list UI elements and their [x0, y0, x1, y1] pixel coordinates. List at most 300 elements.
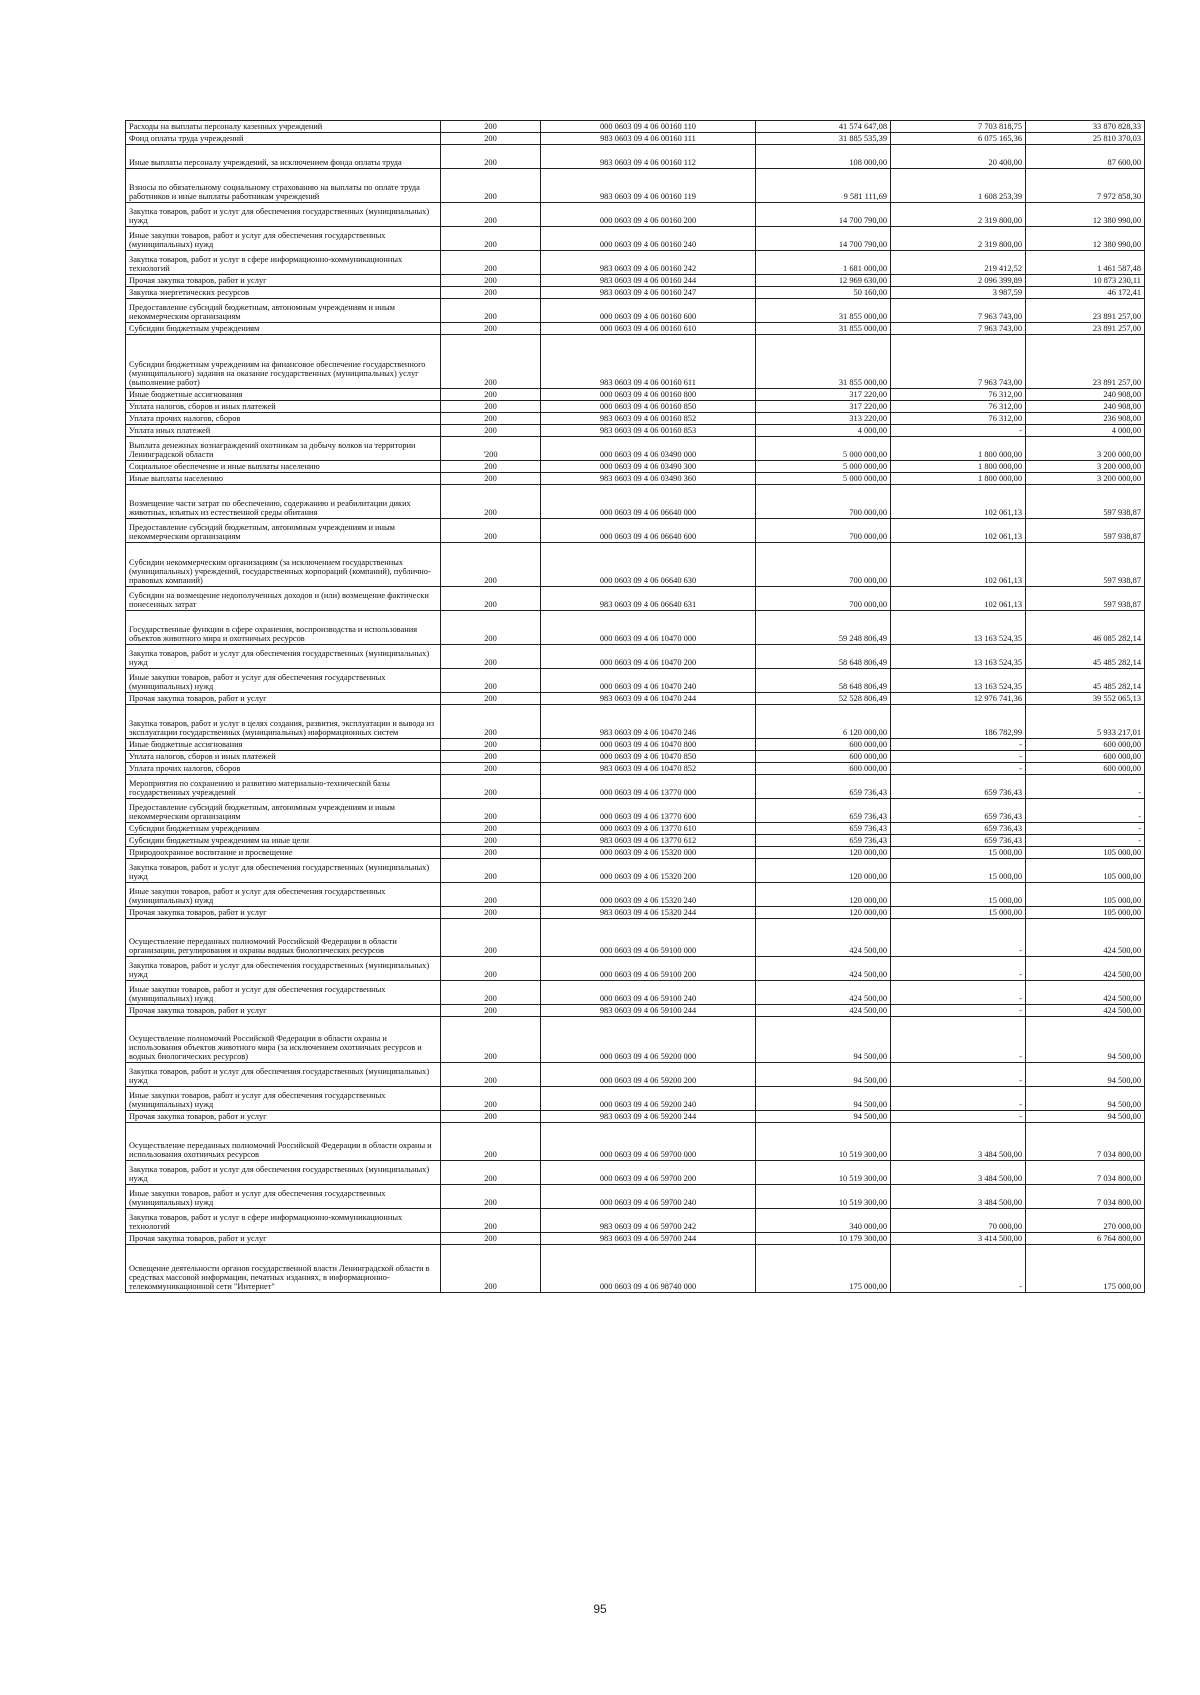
row-executed-amount: 20 400,00	[891, 145, 1026, 169]
row-line-code: 200	[441, 823, 541, 835]
table-row	[126, 519, 1145, 543]
row-executed-amount: 7 963 743,00	[891, 323, 1026, 335]
table-row	[126, 335, 1145, 389]
row-executed-amount: -	[891, 751, 1026, 763]
row-line-code: 200	[441, 485, 541, 519]
row-name: Иные закупки товаров, работ и услуг для обеспечения государственных (муниципальных) нужд	[126, 883, 441, 907]
row-remaining-amount: 175 000,00	[1026, 1245, 1145, 1293]
row-line-code: '200	[441, 437, 541, 461]
table-row	[126, 1161, 1145, 1185]
row-line-code: 200	[441, 425, 541, 437]
row-remaining-amount: 600 000,00	[1026, 751, 1145, 763]
row-executed-amount: -	[891, 1087, 1026, 1111]
row-classification-code: 000 0603 09 4 06 10470 200	[541, 645, 756, 669]
row-line-code: 200	[441, 1161, 541, 1185]
row-approved-amount: 4 000,00	[756, 425, 891, 437]
row-classification-code: 983 0603 09 4 06 00160 111	[541, 133, 756, 145]
row-name: Закупка товаров, работ и услуг в целях создания, развития, эксплуатации и вывода из эксплуатации государственных (муниципальных) информационных систем	[126, 705, 441, 739]
table-row	[126, 251, 1145, 275]
row-line-code: 200	[441, 919, 541, 957]
table-row	[126, 751, 1145, 763]
row-executed-amount: 219 412,52	[891, 251, 1026, 275]
row-name: Закупка товаров, работ и услуг для обеспечения государственных (муниципальных) нужд	[126, 645, 441, 669]
row-approved-amount: 700 000,00	[756, 519, 891, 543]
row-line-code: 200	[441, 1111, 541, 1123]
row-name: Иные выплаты персоналу учреждений, за исключением фонда оплаты труда	[126, 145, 441, 169]
row-name: Прочая закупка товаров, работ и услуг	[126, 1005, 441, 1017]
row-executed-amount: 3 484 500,00	[891, 1185, 1026, 1209]
row-classification-code: 983 0603 09 4 06 59100 244	[541, 1005, 756, 1017]
row-executed-amount: 15 000,00	[891, 907, 1026, 919]
row-name: Закупка товаров, работ и услуг в сфере информационно-коммуникационных технологий	[126, 251, 441, 275]
row-classification-code: 000 0603 09 4 06 15320 200	[541, 859, 756, 883]
row-approved-amount: 41 574 647,08	[756, 121, 891, 133]
row-executed-amount: -	[891, 425, 1026, 437]
row-remaining-amount: 23 891 257,00	[1026, 299, 1145, 323]
row-line-code: 200	[441, 1209, 541, 1233]
row-executed-amount: 1 800 000,00	[891, 461, 1026, 473]
row-executed-amount: 15 000,00	[891, 859, 1026, 883]
row-remaining-amount: 7 034 800,00	[1026, 1123, 1145, 1161]
row-executed-amount: 102 061,13	[891, 519, 1026, 543]
row-classification-code: 000 0603 09 4 06 00160 800	[541, 389, 756, 401]
row-classification-code: 000 0603 09 4 06 06640 000	[541, 485, 756, 519]
row-approved-amount: 10 179 300,00	[756, 1233, 891, 1245]
table-row	[126, 133, 1145, 145]
row-approved-amount: 424 500,00	[756, 919, 891, 957]
row-remaining-amount: 600 000,00	[1026, 739, 1145, 751]
row-line-code: 200	[441, 693, 541, 705]
row-executed-amount: -	[891, 957, 1026, 981]
table-row	[126, 587, 1145, 611]
row-remaining-amount: 270 000,00	[1026, 1209, 1145, 1233]
table-row	[126, 823, 1145, 835]
row-remaining-amount: 105 000,00	[1026, 907, 1145, 919]
row-name: Иные бюджетные ассигнования	[126, 739, 441, 751]
row-approved-amount: 5 000 000,00	[756, 437, 891, 461]
row-approved-amount: 317 220,00	[756, 401, 891, 413]
row-remaining-amount: 94 500,00	[1026, 1111, 1145, 1123]
row-classification-code: 000 0603 09 4 06 00160 240	[541, 227, 756, 251]
row-approved-amount: 700 000,00	[756, 587, 891, 611]
row-name: Возмещение части затрат по обеспечению, содержанию и реабилитации диких животных, изъятых из естественной среды обитания	[126, 485, 441, 519]
row-approved-amount: 94 500,00	[756, 1111, 891, 1123]
table-row	[126, 919, 1145, 957]
table-row	[126, 739, 1145, 751]
row-remaining-amount: 424 500,00	[1026, 981, 1145, 1005]
row-executed-amount: 76 312,00	[891, 401, 1026, 413]
row-name: Субсидии бюджетным учреждениям на иные цели	[126, 835, 441, 847]
row-classification-code: 000 0603 09 4 06 59100 240	[541, 981, 756, 1005]
row-classification-code: 000 0603 09 4 06 00160 200	[541, 203, 756, 227]
table-row	[126, 835, 1145, 847]
row-name: Прочая закупка товаров, работ и услуг	[126, 693, 441, 705]
row-classification-code: 000 0603 09 4 06 00160 600	[541, 299, 756, 323]
row-remaining-amount: 240 908,00	[1026, 401, 1145, 413]
row-remaining-amount: 7 034 800,00	[1026, 1185, 1145, 1209]
row-classification-code: 000 0603 09 4 06 13770 000	[541, 775, 756, 799]
row-remaining-amount: 4 000,00	[1026, 425, 1145, 437]
row-line-code: 200	[441, 473, 541, 485]
row-line-code: 200	[441, 981, 541, 1005]
row-name: Выплата денежных вознаграждений охотникам за добычу волков на территории Ленинградской области	[126, 437, 441, 461]
row-remaining-amount: -	[1026, 835, 1145, 847]
row-remaining-amount: 600 000,00	[1026, 763, 1145, 775]
row-approved-amount: 10 519 300,00	[756, 1123, 891, 1161]
row-remaining-amount: 12 380 990,00	[1026, 227, 1145, 251]
row-approved-amount: 120 000,00	[756, 883, 891, 907]
row-line-code: 200	[441, 145, 541, 169]
row-classification-code: 000 0603 09 4 06 00160 110	[541, 121, 756, 133]
row-line-code: 200	[441, 669, 541, 693]
row-line-code: 200	[441, 1017, 541, 1063]
row-remaining-amount: 45 485 282,14	[1026, 669, 1145, 693]
row-name: Уплата иных платежей	[126, 425, 441, 437]
row-classification-code: 000 0603 09 4 06 10470 240	[541, 669, 756, 693]
table-row	[126, 799, 1145, 823]
row-line-code: 200	[441, 133, 541, 145]
row-approved-amount: 108 000,00	[756, 145, 891, 169]
row-approved-amount: 58 648 806,49	[756, 645, 891, 669]
row-classification-code: 000 0603 09 4 06 00160 610	[541, 323, 756, 335]
row-executed-amount: 659 736,43	[891, 799, 1026, 823]
row-name: Иные закупки товаров, работ и услуг для обеспечения государственных (муниципальных) нужд	[126, 1185, 441, 1209]
table-row	[126, 1005, 1145, 1017]
row-remaining-amount: 23 891 257,00	[1026, 335, 1145, 389]
row-remaining-amount: 39 552 065,13	[1026, 693, 1145, 705]
row-remaining-amount: 105 000,00	[1026, 883, 1145, 907]
row-line-code: 200	[441, 587, 541, 611]
table-row	[126, 1063, 1145, 1087]
row-remaining-amount: 424 500,00	[1026, 919, 1145, 957]
row-name: Закупка товаров, работ и услуг для обеспечения государственных (муниципальных) нужд	[126, 957, 441, 981]
row-executed-amount: 76 312,00	[891, 413, 1026, 425]
row-remaining-amount: 105 000,00	[1026, 847, 1145, 859]
row-approved-amount: 31 885 535,39	[756, 133, 891, 145]
row-name: Иные закупки товаров, работ и услуг для обеспечения государственных (муниципальных) нужд	[126, 1087, 441, 1111]
row-remaining-amount: 10 873 230,11	[1026, 275, 1145, 287]
row-name: Осуществление переданных полномочий Российской Федерации в области охраны и использования охотничьих ресурсов	[126, 1123, 441, 1161]
table-row	[126, 693, 1145, 705]
budget-execution-table	[125, 120, 1145, 1293]
row-remaining-amount: 3 200 000,00	[1026, 473, 1145, 485]
row-remaining-amount: 87 600,00	[1026, 145, 1145, 169]
row-executed-amount: 13 163 524,35	[891, 611, 1026, 645]
row-classification-code: 000 0603 09 4 06 13770 610	[541, 823, 756, 835]
row-approved-amount: 659 736,43	[756, 835, 891, 847]
row-line-code: 200	[441, 275, 541, 287]
row-executed-amount: 102 061,13	[891, 587, 1026, 611]
row-classification-code: 983 0603 09 4 06 10470 852	[541, 763, 756, 775]
row-line-code: 200	[441, 799, 541, 823]
row-executed-amount: 659 736,43	[891, 775, 1026, 799]
row-approved-amount: 9 581 111,69	[756, 169, 891, 203]
row-remaining-amount: 3 200 000,00	[1026, 437, 1145, 461]
row-line-code: 200	[441, 323, 541, 335]
table-row	[126, 775, 1145, 799]
row-remaining-amount: 94 500,00	[1026, 1017, 1145, 1063]
row-line-code: 200	[441, 751, 541, 763]
row-classification-code: 983 0603 09 4 06 10470 244	[541, 693, 756, 705]
row-executed-amount: 102 061,13	[891, 543, 1026, 587]
row-approved-amount: 58 648 806,49	[756, 669, 891, 693]
table-row	[126, 323, 1145, 335]
row-executed-amount: 2 319 800,00	[891, 203, 1026, 227]
row-remaining-amount: 424 500,00	[1026, 957, 1145, 981]
row-remaining-amount: 6 764 800,00	[1026, 1233, 1145, 1245]
row-executed-amount: -	[891, 981, 1026, 1005]
row-approved-amount: 59 248 806,49	[756, 611, 891, 645]
table-row	[126, 1123, 1145, 1161]
row-name: Предоставление субсидий бюджетным, автономным учреждениям и иным некоммерческим организациям	[126, 799, 441, 823]
row-executed-amount: 1 800 000,00	[891, 437, 1026, 461]
row-classification-code: 000 0603 09 4 06 03490 000	[541, 437, 756, 461]
row-name: Иные бюджетные ассигнования	[126, 389, 441, 401]
row-approved-amount: 6 120 000,00	[756, 705, 891, 739]
row-approved-amount: 14 700 790,00	[756, 227, 891, 251]
table-row	[126, 669, 1145, 693]
row-executed-amount: 102 061,13	[891, 485, 1026, 519]
row-remaining-amount: 236 908,00	[1026, 413, 1145, 425]
row-executed-amount: 7 963 743,00	[891, 335, 1026, 389]
row-remaining-amount: 597 938,87	[1026, 485, 1145, 519]
row-classification-code: 983 0603 09 4 06 00160 247	[541, 287, 756, 299]
row-name: Закупка товаров, работ и услуг в сфере информационно-коммуникационных технологий	[126, 1209, 441, 1233]
row-approved-amount: 700 000,00	[756, 543, 891, 587]
row-executed-amount: 2 319 800,00	[891, 227, 1026, 251]
row-name: Фонд оплаты труда учреждений	[126, 133, 441, 145]
row-classification-code: 983 0603 09 4 06 00160 852	[541, 413, 756, 425]
row-classification-code: 000 0603 09 4 06 59200 240	[541, 1087, 756, 1111]
row-line-code: 200	[441, 299, 541, 323]
row-classification-code: 000 0603 09 4 06 59100 000	[541, 919, 756, 957]
row-line-code: 200	[441, 1087, 541, 1111]
row-line-code: 200	[441, 1185, 541, 1209]
row-remaining-amount: 240 908,00	[1026, 389, 1145, 401]
row-name: Освещение деятельности органов государственной власти Ленинградской области в средствах массовой информации, печатных изданиях, в информационно-телекоммуникационной сети "Интернет"	[126, 1245, 441, 1293]
table-row	[126, 401, 1145, 413]
row-approved-amount: 10 519 300,00	[756, 1185, 891, 1209]
table-row	[126, 389, 1145, 401]
row-name: Закупка товаров, работ и услуг для обеспечения государственных (муниципальных) нужд	[126, 859, 441, 883]
row-line-code: 200	[441, 705, 541, 739]
row-executed-amount: 15 000,00	[891, 847, 1026, 859]
row-remaining-amount: 7 034 800,00	[1026, 1161, 1145, 1185]
row-remaining-amount: 597 938,87	[1026, 587, 1145, 611]
row-executed-amount: 3 484 500,00	[891, 1123, 1026, 1161]
row-name: Мероприятия по сохранению и развитию материально-технической базы государственных учреждений	[126, 775, 441, 799]
row-name: Закупка энергетических ресурсов	[126, 287, 441, 299]
row-remaining-amount: 94 500,00	[1026, 1063, 1145, 1087]
row-classification-code: 983 0603 09 4 06 00160 119	[541, 169, 756, 203]
row-name: Прочая закупка товаров, работ и услуг	[126, 1233, 441, 1245]
row-classification-code: 000 0603 09 4 06 13770 600	[541, 799, 756, 823]
row-line-code: 200	[441, 611, 541, 645]
row-line-code: 200	[441, 543, 541, 587]
page-number: 95	[593, 1602, 607, 1616]
row-remaining-amount: 23 891 257,00	[1026, 323, 1145, 335]
row-line-code: 200	[441, 413, 541, 425]
table-row	[126, 145, 1145, 169]
row-executed-amount: -	[891, 1111, 1026, 1123]
table-row	[126, 763, 1145, 775]
table-row	[126, 1233, 1145, 1245]
row-executed-amount: 76 312,00	[891, 389, 1026, 401]
row-approved-amount: 94 500,00	[756, 1063, 891, 1087]
row-approved-amount: 424 500,00	[756, 1005, 891, 1017]
row-approved-amount: 600 000,00	[756, 763, 891, 775]
row-executed-amount: 1 800 000,00	[891, 473, 1026, 485]
row-approved-amount: 5 000 000,00	[756, 473, 891, 485]
row-remaining-amount: 33 870 828,33	[1026, 121, 1145, 133]
row-line-code: 200	[441, 203, 541, 227]
row-line-code: 200	[441, 1123, 541, 1161]
row-name: Иные закупки товаров, работ и услуг для обеспечения государственных (муниципальных) нужд	[126, 981, 441, 1005]
row-classification-code: 983 0603 09 4 06 10470 246	[541, 705, 756, 739]
row-classification-code: 000 0603 09 4 06 06640 630	[541, 543, 756, 587]
row-classification-code: 983 0603 09 4 06 03490 360	[541, 473, 756, 485]
row-remaining-amount: -	[1026, 775, 1145, 799]
row-executed-amount: -	[891, 919, 1026, 957]
table-row	[126, 981, 1145, 1005]
row-executed-amount: -	[891, 1017, 1026, 1063]
row-name: Иные закупки товаров, работ и услуг для обеспечения государственных (муниципальных) нужд	[126, 227, 441, 251]
row-executed-amount: 659 736,43	[891, 835, 1026, 847]
row-approved-amount: 52 528 806,49	[756, 693, 891, 705]
row-classification-code: 983 0603 09 4 06 00160 242	[541, 251, 756, 275]
row-approved-amount: 120 000,00	[756, 847, 891, 859]
row-line-code: 200	[441, 859, 541, 883]
row-classification-code: 983 0603 09 4 06 00160 611	[541, 335, 756, 389]
table-body	[126, 121, 1145, 1293]
row-name: Субсидии на возмещение недополученных доходов и (или) возмещение фактически понесенных затрат	[126, 587, 441, 611]
row-name: Закупка товаров, работ и услуг для обеспечения государственных (муниципальных) нужд	[126, 1161, 441, 1185]
row-name: Субсидии бюджетным учреждениям	[126, 323, 441, 335]
row-name: Предоставление субсидий бюджетным, автономным учреждениям и иным некоммерческим организациям	[126, 299, 441, 323]
table-row	[126, 705, 1145, 739]
row-approved-amount: 313 220,00	[756, 413, 891, 425]
row-executed-amount: 7 703 818,75	[891, 121, 1026, 133]
row-classification-code: 000 0603 09 4 06 59700 000	[541, 1123, 756, 1161]
row-remaining-amount: 1 461 587,48	[1026, 251, 1145, 275]
row-classification-code: 000 0603 09 4 06 59100 200	[541, 957, 756, 981]
row-classification-code: 000 0603 09 4 06 59200 200	[541, 1063, 756, 1087]
row-executed-amount: -	[891, 1245, 1026, 1293]
row-remaining-amount: 12 380 990,00	[1026, 203, 1145, 227]
row-line-code: 200	[441, 287, 541, 299]
table-row	[126, 1185, 1145, 1209]
table-row	[126, 847, 1145, 859]
table-row	[126, 1017, 1145, 1063]
table-row	[126, 485, 1145, 519]
row-remaining-amount: 105 000,00	[1026, 859, 1145, 883]
table-row	[126, 275, 1145, 287]
row-name: Социальное обеспечение и иные выплаты населению	[126, 461, 441, 473]
row-approved-amount: 659 736,43	[756, 823, 891, 835]
row-approved-amount: 94 500,00	[756, 1087, 891, 1111]
row-executed-amount: 6 075 165,36	[891, 133, 1026, 145]
table-row	[126, 957, 1145, 981]
row-name: Взносы по обязательному социальному страхованию на выплаты по оплате труда работников и иные выплаты работникам учреждений	[126, 169, 441, 203]
row-line-code: 200	[441, 1063, 541, 1087]
row-name: Иные выплаты населению	[126, 473, 441, 485]
row-line-code: 200	[441, 335, 541, 389]
table-row	[126, 859, 1145, 883]
row-approved-amount: 120 000,00	[756, 859, 891, 883]
table-row	[126, 1087, 1145, 1111]
table-row	[126, 645, 1145, 669]
row-remaining-amount: 25 810 370,03	[1026, 133, 1145, 145]
row-classification-code: 000 0603 09 4 06 59700 200	[541, 1161, 756, 1185]
row-name: Предоставление субсидий бюджетным, автономным учреждениям и иным некоммерческим организациям	[126, 519, 441, 543]
row-executed-amount: 12 976 741,36	[891, 693, 1026, 705]
row-line-code: 200	[441, 251, 541, 275]
row-executed-amount: 70 000,00	[891, 1209, 1026, 1233]
row-classification-code: 983 0603 09 4 06 00160 244	[541, 275, 756, 287]
row-name: Осуществление переданных полномочий Российской Федерации в области организации, регулирования и охраны водных биологических ресурсов	[126, 919, 441, 957]
row-approved-amount: 600 000,00	[756, 751, 891, 763]
row-line-code: 200	[441, 847, 541, 859]
row-executed-amount: 3 484 500,00	[891, 1161, 1026, 1185]
row-approved-amount: 1 681 000,00	[756, 251, 891, 275]
row-remaining-amount: 94 500,00	[1026, 1087, 1145, 1111]
row-executed-amount: -	[891, 1005, 1026, 1017]
row-approved-amount: 50 160,00	[756, 287, 891, 299]
row-classification-code: 000 0603 09 4 06 06640 600	[541, 519, 756, 543]
row-line-code: 200	[441, 957, 541, 981]
row-line-code: 200	[441, 775, 541, 799]
row-line-code: 200	[441, 227, 541, 251]
row-line-code: 200	[441, 883, 541, 907]
row-approved-amount: 31 855 000,00	[756, 335, 891, 389]
row-classification-code: 000 0603 09 4 06 59200 000	[541, 1017, 756, 1063]
row-name: Иные закупки товаров, работ и услуг для обеспечения государственных (муниципальных) нужд	[126, 669, 441, 693]
row-line-code: 200	[441, 169, 541, 203]
row-classification-code: 983 0603 09 4 06 00160 112	[541, 145, 756, 169]
row-line-code: 200	[441, 519, 541, 543]
row-line-code: 200	[441, 763, 541, 775]
row-approved-amount: 5 000 000,00	[756, 461, 891, 473]
table-row	[126, 461, 1145, 473]
row-name: Расходы на выплаты персоналу казенных учреждений	[126, 121, 441, 133]
row-classification-code: 000 0603 09 4 06 98740 000	[541, 1245, 756, 1293]
row-line-code: 200	[441, 461, 541, 473]
table-row	[126, 299, 1145, 323]
row-remaining-amount: -	[1026, 823, 1145, 835]
table-row	[126, 121, 1145, 133]
row-approved-amount: 340 000,00	[756, 1209, 891, 1233]
row-line-code: 200	[441, 835, 541, 847]
row-classification-code: 000 0603 09 4 06 10470 800	[541, 739, 756, 751]
row-classification-code: 000 0603 09 4 06 15320 000	[541, 847, 756, 859]
row-executed-amount: 2 096 399,89	[891, 275, 1026, 287]
row-approved-amount: 424 500,00	[756, 957, 891, 981]
row-remaining-amount: 597 938,87	[1026, 519, 1145, 543]
row-name: Уплата прочих налогов, сборов	[126, 763, 441, 775]
row-executed-amount: 13 163 524,35	[891, 645, 1026, 669]
table-row	[126, 287, 1145, 299]
row-remaining-amount: 46 085 282,14	[1026, 611, 1145, 645]
row-remaining-amount: 46 172,41	[1026, 287, 1145, 299]
table-row	[126, 227, 1145, 251]
row-executed-amount: 3 414 500,00	[891, 1233, 1026, 1245]
row-name: Уплата налогов, сборов и иных платежей	[126, 401, 441, 413]
row-classification-code: 983 0603 09 4 06 00160 853	[541, 425, 756, 437]
row-executed-amount: 15 000,00	[891, 883, 1026, 907]
row-classification-code: 000 0603 09 4 06 15320 240	[541, 883, 756, 907]
table-row	[126, 1245, 1145, 1293]
row-classification-code: 000 0603 09 4 06 00160 850	[541, 401, 756, 413]
